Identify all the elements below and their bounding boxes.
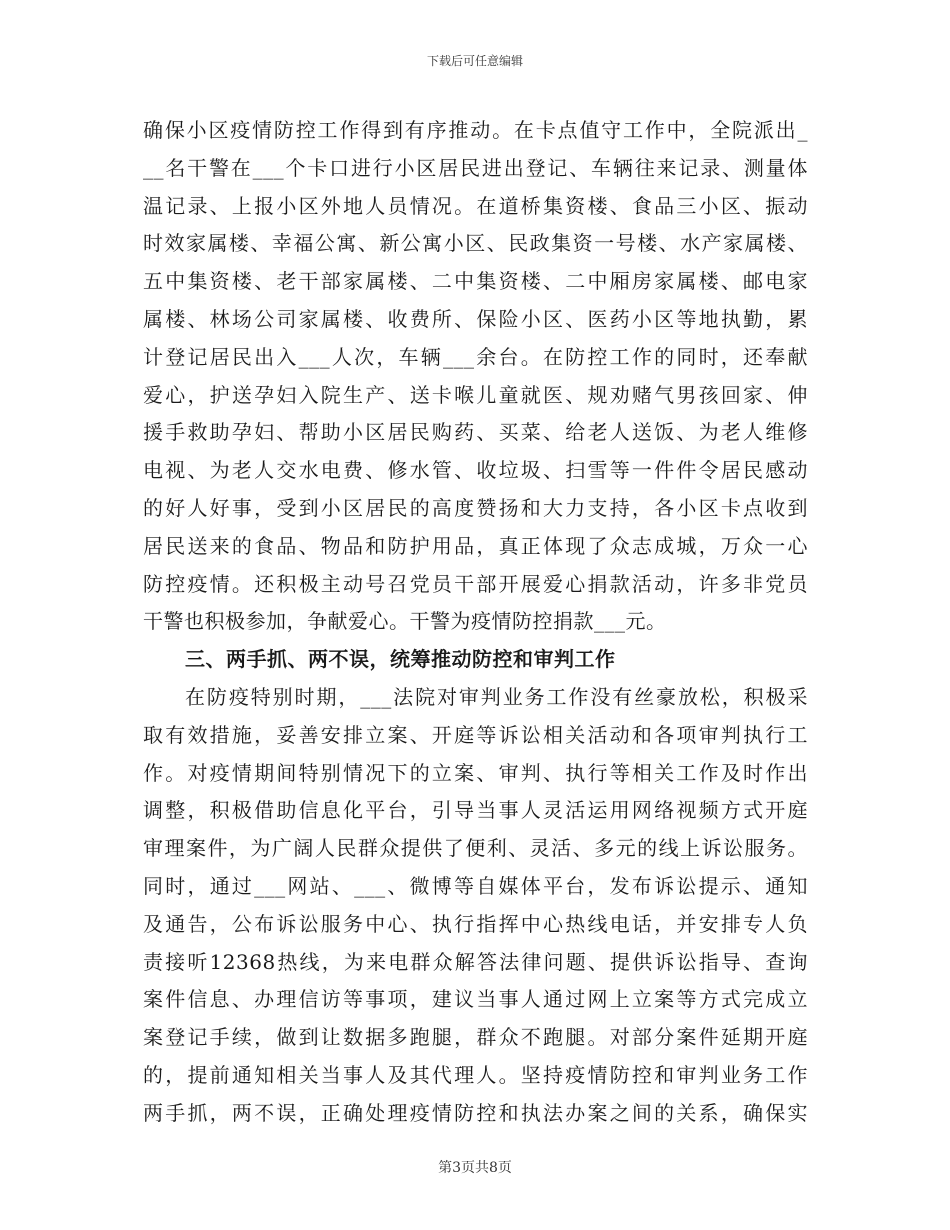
body-line: 爱心，护送孕妇入院生产、送卡喉儿童就医、规劝赌气男孩回家、伸	[143, 382, 808, 407]
body-line: 确保小区疫情防控工作得到有序推动。在卡点值守工作中，全院派出_	[143, 118, 808, 142]
body-line: 审理案件，为广阔人民群众提供了便利、灵活、多元的线上诉讼服务。	[143, 836, 808, 861]
document-body	[143, 112, 808, 1133]
body-line: 援手救助孕妇、帮助小区居民购药、买菜、给老人送饭、为老人维修	[143, 420, 808, 445]
body-line: 防控疫情。还积极主动号召党员干部开展爱心捐款活动，许多非党员	[143, 571, 808, 596]
body-line: 居民送来的食品、物品和防护用品，真正体现了众志成城，万众一心	[143, 533, 808, 558]
body-line: __名干警在___个卡口进行小区居民进出登记、车辆往来记录、测量体	[143, 155, 808, 180]
body-line: 计登记居民出入___人次，车辆___余台。在防控工作的同时，还奉献	[143, 344, 808, 369]
body-line: 温记录、上报小区外地人员情况。在道桥集资楼、食品三小区、振动	[143, 193, 808, 218]
body-line: 案登记手续，做到让数据多跑腿，群众不跑腿。对部分案件延期开庭	[143, 1025, 808, 1050]
body-line: 五中集资楼、老干部家属楼、二中集资楼、二中厢房家属楼、邮电家	[143, 269, 808, 294]
body-line: 及通告，公布诉讼服务中心、执行指挥中心热线电话，并安排专人负	[143, 911, 808, 936]
body-line: 时效家属楼、幸福公寓、新公寓小区、民政集资一号楼、水产家属楼、	[143, 231, 808, 256]
body-line: 调整，积极借助信息化平台，引导当事人灵活运用网络视频方式开庭	[143, 798, 808, 823]
section-heading: 三、两手抓、两不误，统筹推动防控和审判工作	[185, 647, 616, 672]
page-header: 下载后可任意编辑	[426, 54, 523, 68]
body-line: 两手抓，两不误，正确处理疫情防控和执法办案之间的关系，确保实	[143, 1100, 808, 1125]
body-line: 的，提前通知相关当事人及其代理人。坚持疫情防控和审判业务工作	[143, 1062, 808, 1087]
body-line: 在防疫特别时期，___法院对审判业务工作没有丝豪放松，积极采	[185, 684, 808, 709]
body-line: 案件信息、办理信访等事项，建议当事人通过网上立案等方式完成立	[143, 987, 808, 1012]
body-line: 责接听12368热线，为来电群众解答法律问题、提供诉讼指导、查询	[143, 949, 808, 974]
page-footer: 第3页共8页	[438, 1160, 512, 1176]
body-line: 取有效措施，妥善安排立案、开庭等诉讼相关活动和各项审判执行工	[143, 722, 808, 747]
body-line: 的好人好事，受到小区居民的高度赞扬和大力支持，各小区卡点收到	[143, 495, 808, 520]
body-line: 干警也积极参加，争献爱心。干警为疫情防控捐款___元。	[143, 609, 667, 634]
body-line: 同时，通过___网站、___、微博等自媒体平台，发布诉讼提示、通知	[143, 873, 808, 898]
body-line: 属楼、林场公司家属楼、收费所、保险小区、医药小区等地执勤，累	[143, 306, 808, 331]
body-line: 作。对疫情期间特别情况下的立案、审判、执行等相关工作及时作出	[143, 760, 808, 785]
body-line: 电视、为老人交水电费、修水管、收垃圾、扫雪等一件件令居民感动	[143, 458, 808, 483]
